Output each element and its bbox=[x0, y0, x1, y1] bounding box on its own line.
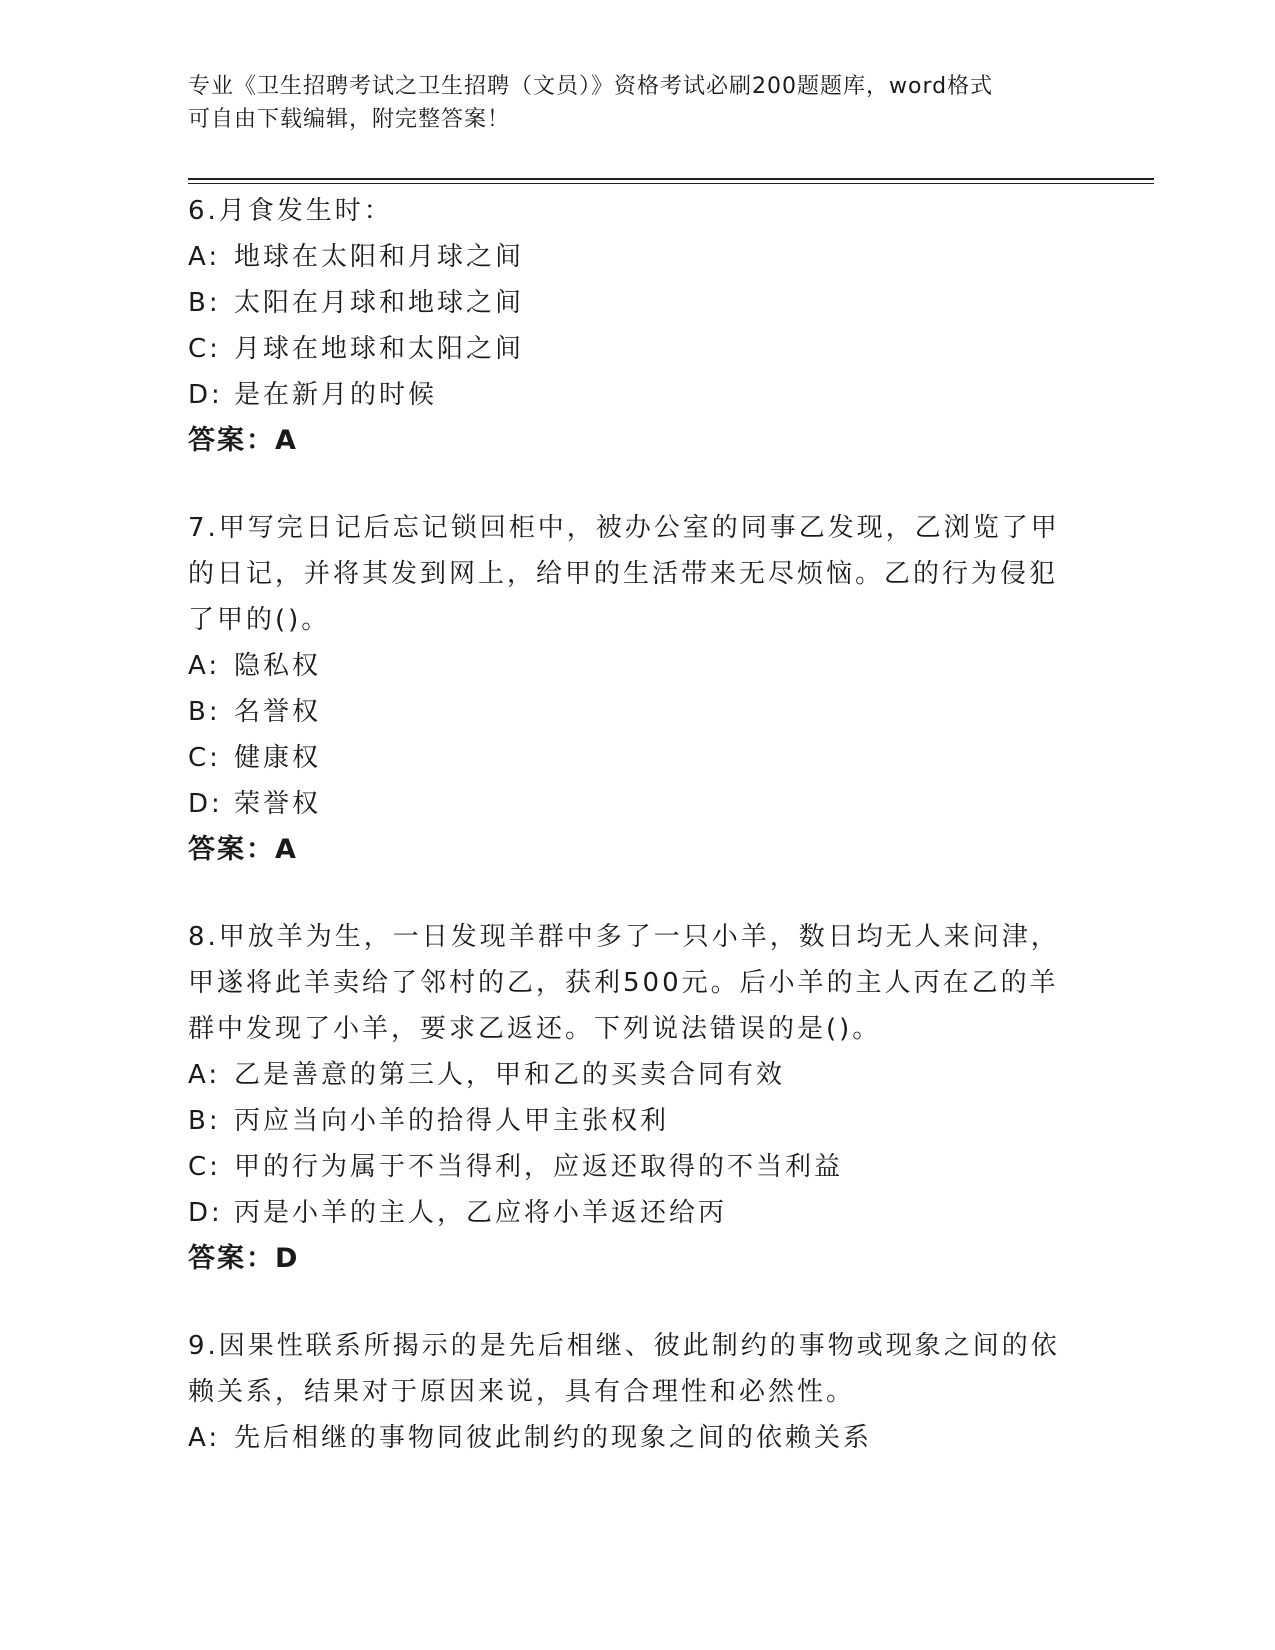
option-text: 太阳在月球和地球之间 bbox=[234, 288, 525, 318]
option-d bbox=[188, 1190, 1068, 1236]
header-rule-thick bbox=[188, 178, 1154, 180]
option-key: D: bbox=[188, 380, 223, 410]
answer-line: 答案：A bbox=[188, 425, 298, 456]
header-line-2: 可自由下载编辑，附完整答案！ bbox=[188, 107, 511, 132]
option-key: A: bbox=[188, 651, 221, 681]
option-key: C: bbox=[188, 334, 221, 364]
option-a bbox=[188, 643, 1068, 689]
option-text: 甲的行为属于不当得利，应返还取得的不当利益 bbox=[234, 1152, 844, 1182]
option-key: C: bbox=[188, 743, 221, 773]
option-a bbox=[188, 1415, 1068, 1461]
question-stem: 群中发现了小羊，要求乙返还。下列说法错误的是()。 bbox=[188, 1014, 882, 1044]
option-b bbox=[188, 689, 1068, 735]
option-c bbox=[188, 326, 1068, 372]
option-key: A: bbox=[188, 1060, 221, 1090]
question-9 bbox=[188, 1323, 1068, 1461]
option-text: 乙是善意的第三人，甲和乙的买卖合同有效 bbox=[234, 1060, 786, 1090]
option-key: B: bbox=[188, 697, 221, 727]
option-b bbox=[188, 280, 1068, 326]
question-stem: 的日记，并将其发到网上，给甲的生活带来无尽烦恼。乙的行为侵犯 bbox=[188, 559, 1059, 589]
option-key: A: bbox=[188, 1423, 221, 1453]
option-text: 荣誉权 bbox=[234, 789, 322, 819]
option-text: 丙是小羊的主人，乙应将小羊返还给丙 bbox=[234, 1198, 728, 1228]
option-key: B: bbox=[188, 1106, 221, 1136]
option-c bbox=[188, 1144, 1068, 1190]
question-stem: 8.甲放羊为生，一日发现羊群中多了一只小羊，数日均无人来问津， bbox=[188, 922, 1060, 952]
option-c bbox=[188, 735, 1068, 781]
option-text: 隐私权 bbox=[234, 651, 322, 681]
option-d bbox=[188, 781, 1068, 827]
question-stem: 甲遂将此羊卖给了邻村的乙，获利500元。后小羊的主人丙在乙的羊 bbox=[188, 968, 1059, 998]
question-stem: 7.甲写完日记后忘记锁回柜中，被办公室的同事乙发现，乙浏览了甲 bbox=[188, 513, 1060, 543]
option-key: A: bbox=[188, 242, 221, 272]
option-key: D: bbox=[188, 789, 223, 819]
question-list bbox=[188, 188, 1068, 1461]
question-6 bbox=[188, 188, 1068, 464]
option-text: 名誉权 bbox=[234, 697, 322, 727]
header-line-1: 专业《卫生招聘考试之卫生招聘（文员）》资格考试必刷200题题库，word格式 bbox=[188, 74, 994, 99]
option-key: B: bbox=[188, 288, 221, 318]
option-text: 是在新月的时候 bbox=[234, 380, 438, 410]
option-text: 健康权 bbox=[234, 743, 322, 773]
option-text: 月球在地球和太阳之间 bbox=[234, 334, 525, 364]
option-d bbox=[188, 372, 1068, 418]
question-stem: 赖关系，结果对于原因来说，具有合理性和必然性。 bbox=[188, 1377, 856, 1407]
header-rule-thin bbox=[188, 183, 1154, 184]
document-header bbox=[188, 70, 1088, 136]
question-stem: 9.因果性联系所揭示的是先后相继、彼此制约的事物或现象之间的依 bbox=[188, 1331, 1060, 1361]
option-b bbox=[188, 1098, 1068, 1144]
option-key: D: bbox=[188, 1198, 223, 1228]
option-text: 地球在太阳和月球之间 bbox=[234, 242, 525, 272]
question-7 bbox=[188, 505, 1068, 873]
question-8 bbox=[188, 914, 1068, 1282]
question-stem: 6.月食发生时： bbox=[188, 196, 393, 226]
question-stem: 了甲的()。 bbox=[188, 605, 331, 635]
answer-line: 答案：A bbox=[188, 834, 298, 865]
option-text: 丙应当向小羊的拾得人甲主张权利 bbox=[234, 1106, 670, 1136]
option-a bbox=[188, 1052, 1068, 1098]
option-text: 先后相继的事物同彼此制约的现象之间的依赖关系 bbox=[234, 1423, 873, 1453]
option-key: C: bbox=[188, 1152, 221, 1182]
answer-line: 答案：D bbox=[188, 1243, 300, 1274]
option-a bbox=[188, 234, 1068, 280]
